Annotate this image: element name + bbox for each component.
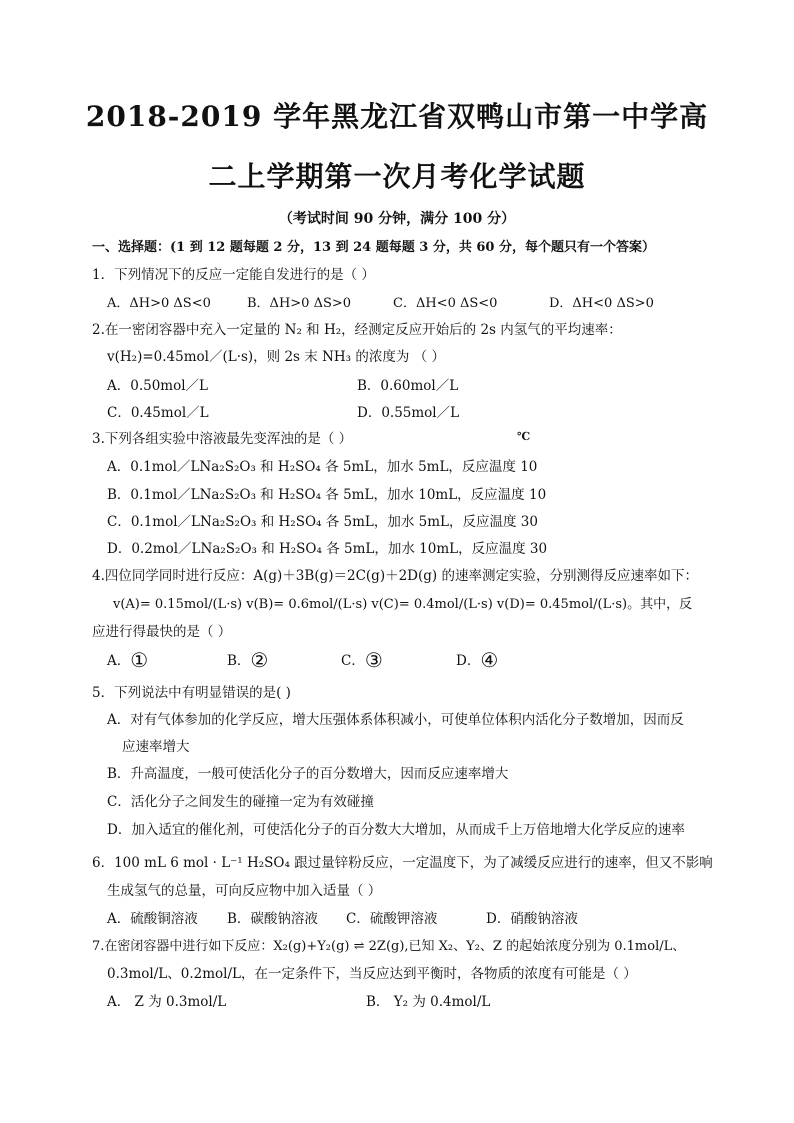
q6-option-a: A．硫酸铜溶液 bbox=[107, 911, 198, 927]
circled-three: ③ bbox=[364, 648, 383, 672]
section-heading: 一、选择题：(1 到 12 题每题 2 分，13 到 24 题每题 3 分，共 60 分，每个题只有一个答案） bbox=[92, 240, 655, 255]
q4-stem-line2: v(A)= 0.15mol/(L·s) v(B)= 0.6mol/(L·s) v(C)= 0.4mol/(L·s) v(D)= 0.45mol/(L·s)。其中，反 bbox=[113, 597, 693, 612]
q6-option-b: B．碳酸钠溶液 bbox=[227, 911, 318, 927]
q6-option-d: D．硝酸钠溶液 bbox=[486, 911, 578, 927]
q2-option-c: C．0.45mol／L bbox=[107, 405, 209, 421]
q4-option-a bbox=[107, 650, 148, 670]
q6-stem-line1: 6．100 mL 6 mol · L⁻¹ H₂SO₄ 跟过量锌粉反应，一定温度下，为了减缓反应进行的速率，但又不影响 bbox=[92, 855, 713, 871]
option-letter: A． bbox=[107, 653, 131, 669]
q5-option-b: B．升高温度，一般可使活化分子的百分数增大，因而反应速率增大 bbox=[107, 766, 509, 782]
q1-option-a: A．ΔH>0 ΔS<0 bbox=[107, 296, 211, 311]
q6-stem-line2: 生成氢气的总量，可向反应物中加入适量（ ） bbox=[107, 883, 382, 899]
q1-option-b: B．ΔH>0 ΔS>0 bbox=[247, 296, 352, 311]
q4-option-b bbox=[227, 650, 268, 670]
q1-option-c: C．ΔH<0 ΔS<0 bbox=[393, 296, 498, 311]
circled-one: ① bbox=[130, 648, 149, 672]
q6-option-c: C．硫酸钾溶液 bbox=[346, 911, 438, 927]
q2-option-d: D．0.55mol／L bbox=[357, 405, 460, 421]
q5-option-d: D．加入适宜的催化剂，可使活化分子的百分数大大增加，从而成千上万倍地增大化学反应的速率 bbox=[107, 822, 685, 838]
q3-option-b: B．0.1mol／LNa₂S₂O₃ 和 H₂SO₄ 各 5mL，加水 10mL，反应温度 10 bbox=[107, 487, 547, 503]
q5-option-a-line2: 应速率增大 bbox=[122, 739, 190, 755]
q4-stem-line3: 应进行得最快的是（ ） bbox=[92, 624, 232, 640]
q7-option-a: A． Z 为 0.3mol/L bbox=[107, 994, 227, 1010]
q7-stem-line2: 0.3mol/L、0.2mol/L，在一定条件下，当反应达到平衡时，各物质的浓度有可能是（ ） bbox=[107, 966, 637, 982]
q1-option-d: D．ΔH<0 ΔS>0 bbox=[549, 296, 654, 311]
q4-option-d bbox=[456, 650, 498, 670]
q5-stem: 5．下列说法中有明显错误的是( ) bbox=[92, 685, 291, 701]
q5-option-c: C．活化分子之间发生的碰撞一定为有效碰撞 bbox=[107, 794, 374, 810]
q7-option-b: B． Y₂ 为 0.4mol/L bbox=[366, 994, 491, 1010]
q3-stem: 3.下列各组实验中溶液最先变浑浊的是（ ） bbox=[92, 431, 353, 447]
q3-temperature-mark: ℃ bbox=[517, 430, 531, 443]
q2-stem-line2: v(H₂)=0.45mol／(L·s)，则 2s 末 NH₃ 的浓度为 （ ） bbox=[107, 349, 445, 365]
q2-option-a: A．0.50mol／L bbox=[107, 378, 209, 394]
option-letter: C． bbox=[341, 653, 365, 669]
circled-four: ④ bbox=[480, 648, 499, 672]
q4-option-c bbox=[341, 650, 383, 670]
document-title-line2: 二上学期第一次月考化学试题 bbox=[208, 160, 586, 193]
exam-info: （考试时间 90 分钟，满分 100 分） bbox=[278, 211, 516, 227]
q3-option-d: D．0.2mol／LNa₂S₂O₃ 和 H₂SO₄ 各 5mL，加水 10mL，反应温度 30 bbox=[107, 541, 548, 557]
q3-option-a: A．0.1mol／LNa₂S₂O₃ 和 H₂SO₄ 各 5mL，加水 5mL，反应温度 10 bbox=[107, 459, 538, 475]
q4-stem-line1: 4.四位同学同时进行反应：A(g)＋3B(g)＝2C(g)＋2D(g) 的速率测定实验，分别测得反应速率如下： bbox=[92, 568, 698, 584]
document-title-line1: 2018-2019 学年黑龙江省双鸭山市第一中学高 bbox=[85, 100, 709, 133]
option-letter: D． bbox=[456, 653, 481, 669]
q2-stem-line1: 2.在一密闭容器中充入一定量的 N₂ 和 H₂，经测定反应开始后的 2s 内氢气的平均速率： bbox=[92, 322, 622, 338]
q3-option-c: C．0.1mol／LNa₂S₂O₃ 和 H₂SO₄ 各 5mL，加水 5mL，反应温度 30 bbox=[107, 514, 538, 530]
option-letter: B． bbox=[227, 653, 251, 669]
q2-option-b: B．0.60mol／L bbox=[357, 378, 459, 394]
q5-option-a-line1: A．对有气体参加的化学反应，增大压强体系体积减小，可使单位体积内活化分子数增加，因而反 bbox=[107, 712, 684, 728]
q7-stem-line1: 7.在密闭容器中进行如下反应：X₂(g)+Y₂(g) ⇌ 2Z(g),已知 X₂、Y₂、Z 的起始浓度分别为 0.1mol/L、 bbox=[92, 939, 686, 954]
q1-stem: 1．下列情况下的反应一定能自发进行的是（ ） bbox=[92, 267, 375, 283]
circled-two: ② bbox=[250, 648, 269, 672]
